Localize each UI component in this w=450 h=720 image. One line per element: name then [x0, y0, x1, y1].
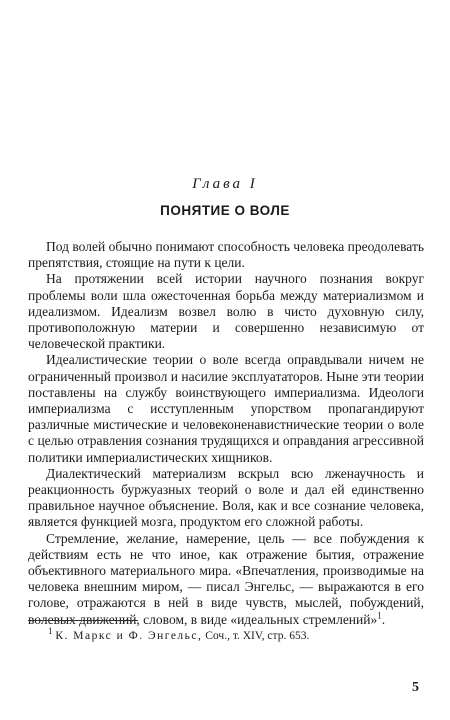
paragraph: Идеалистические теории о воле всегда оправдывали ничем не ограниченный произвол и насилие эксплуататоров. Ныне эти теории поставлены на службу воинствующего империализма. Идеологи империализма с исступленным упорством пропагандируют различные мистические и человеконенавистнические теории о воле с целью отравления сознания трудящихся и оправдания агрессивной политики империалистических хищников. [28, 352, 424, 465]
chapter-label: Глава I [192, 176, 258, 192]
paragraph-text: Стремление, желание, намерение, цель — все побуждения к действиям есть не что иное, как отражение бытия, отражение объективного материального мира. «Впечатления, производимые на человека внешним миром, — писал Энгельс, — выражаются в его голове, отражаются в ней в виде чувств, мыслей, побуждений, волевых движений, словом, в виде «идеальных стремлений» [28, 530, 424, 627]
footnote-authors: К. Маркс и Ф. Энгельс, [55, 630, 203, 642]
footnote-divider [28, 620, 138, 621]
paragraph: Диалектический материализм вскрыл всю лженаучность и реакционность буржуазных теорий о воле и дал ей единственно правильное научное объяснение. Воля, как и все сознание человека, является функцией мозга, продуктом его сложной работы. [28, 465, 424, 530]
paragraph: На протяжении всей истории научного познания вокруг проблемы воли шла ожесточенная борьба между материализмом и идеализмом. Идеализм возвел волю в чисто духовную силу, противоположную материи и совершенно независимую от человеческой практики. [28, 271, 424, 352]
paragraph: Под волей обычно понимают способность человека преодолевать препятствия, стоящие на пути к цели. [28, 239, 424, 271]
paragraph-with-citation [28, 531, 424, 628]
footnote-marker: 1 [48, 626, 53, 637]
page-number: 5 [412, 680, 419, 695]
footnote [48, 626, 418, 643]
body-text [28, 239, 424, 628]
paragraph-end: . [381, 611, 386, 627]
footnote-source: Соч., т. XIV, стр. 653. [205, 630, 310, 642]
chapter-title: ПОНЯТИЕ О ВОЛЕ [160, 203, 290, 218]
footnote-reference[interactable]: 1 [377, 610, 382, 621]
